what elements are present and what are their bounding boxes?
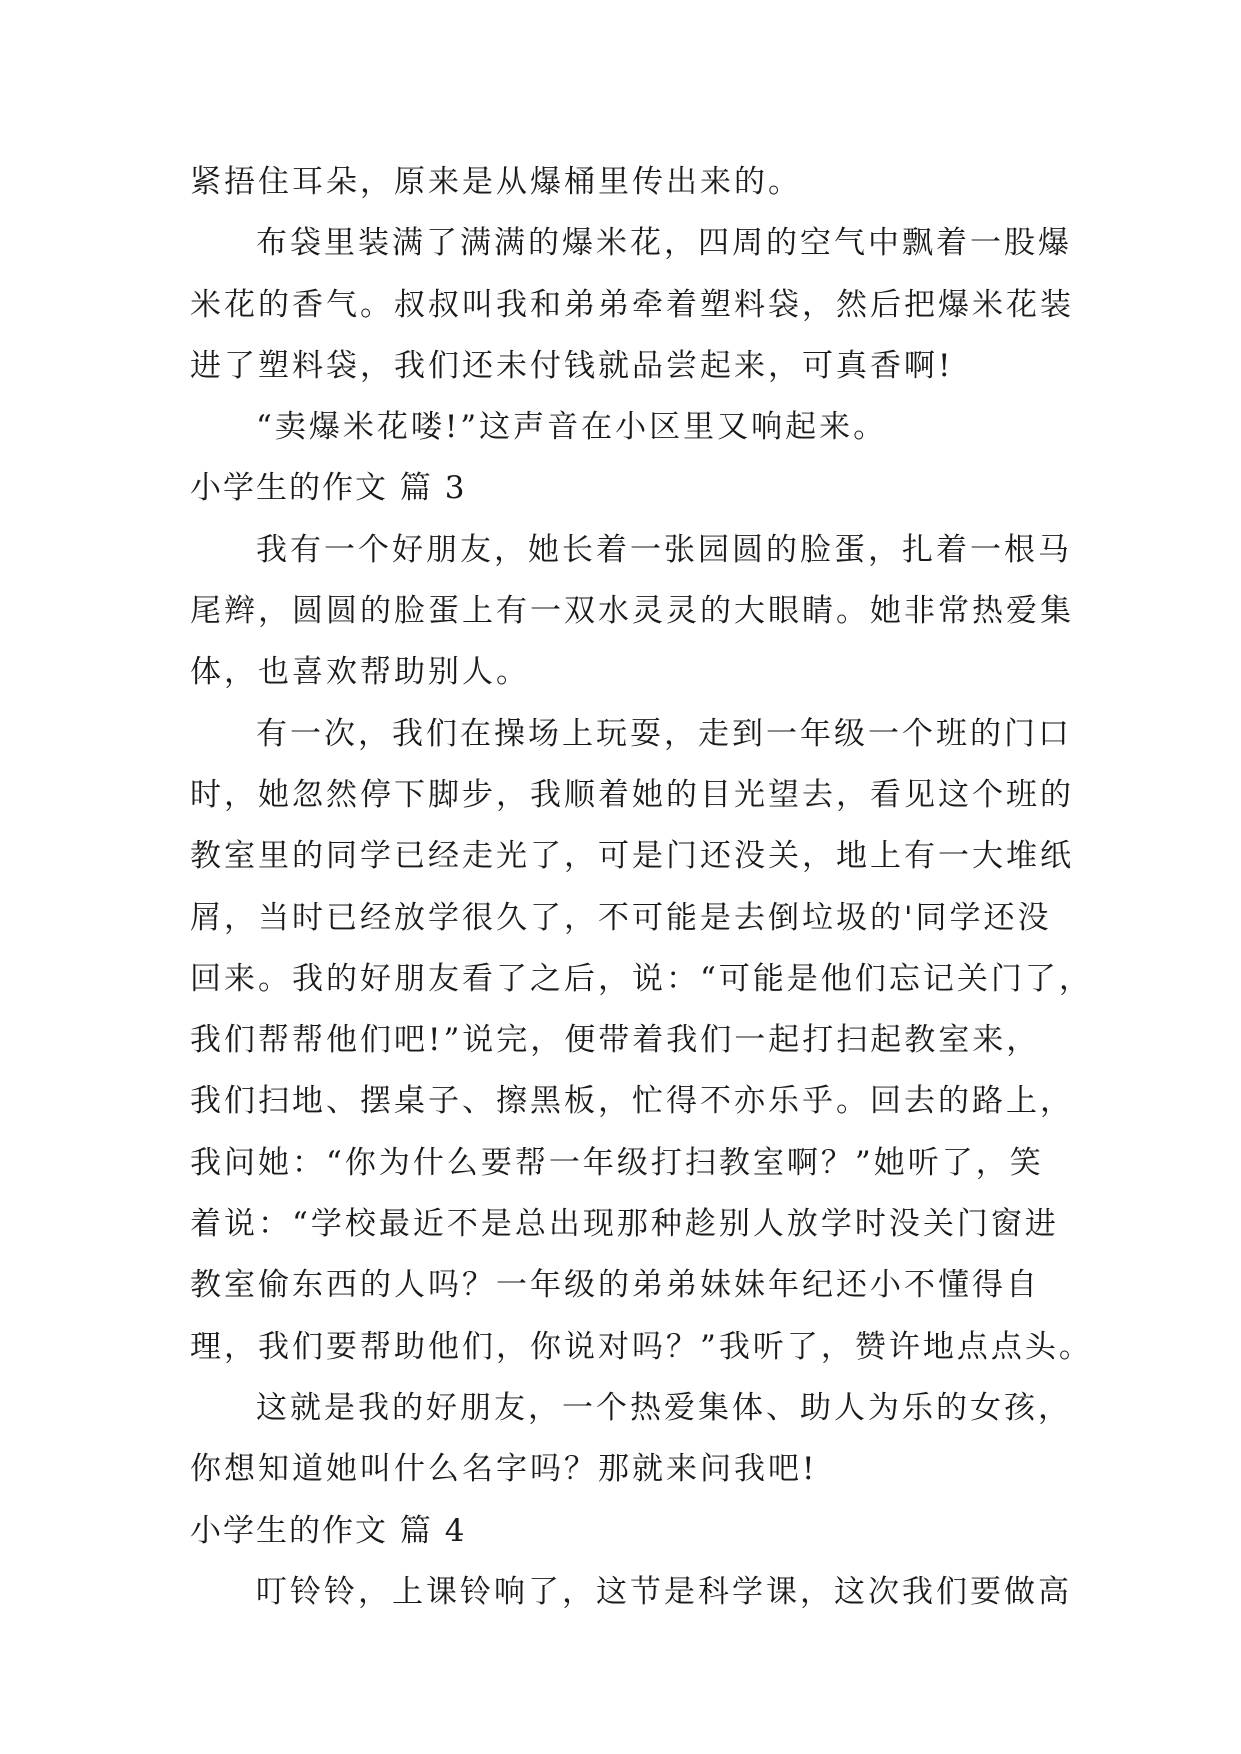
paragraph-line: 理，我们要帮助他们，你说对吗？”我听了，赞许地点点头。 (190, 1328, 1093, 1365)
paragraph-line: 屑，当时已经放学很久了，不可能是去倒垃圾的'同学还没 (190, 899, 1052, 936)
paragraph-line: 进了塑料袋，我们还未付钱就品尝起来，可真香啊! (190, 347, 954, 384)
paragraph-line: “卖爆米花喽!”这声音在小区里又响起来。 (256, 409, 888, 446)
paragraph-line: 紧捂住耳朵，原来是从爆桶里传出来的。 (190, 164, 802, 200)
section-heading: 小学生的作文 篇 4 (190, 1512, 467, 1549)
paragraph-line: 尾辫，圆圆的脸蛋上有一双水灵灵的大眼睛。她非常热爱集 (190, 593, 1074, 630)
paragraph-line: 米花的香气。叔叔叫我和弟弟牵着塑料袋，然后把爆米花装 (190, 286, 1074, 323)
paragraph-line: 我有一个好朋友，她长着一张园圆的脸蛋，扎着一根马 (256, 531, 1072, 568)
paragraph-line: 着说：“学校最近不是总出现那种趁别人放学时没关门窗进 (190, 1206, 1059, 1243)
paragraph-line: 布袋里装满了满满的爆米花，四周的空气中飘着一股爆 (256, 225, 1072, 262)
paragraph-line: 体，也喜欢帮助别人。 (190, 654, 530, 691)
paragraph-line: 教室偷东西的人吗？一年级的弟弟妹妹年纪还小不懂得自 (190, 1267, 1040, 1304)
paragraph-line: 你想知道她叫什么名字吗？那就来问我吧! (190, 1451, 818, 1488)
paragraph-line: 我问她：“你为什么要帮一年级打扫教室啊？”她听了，笑 (190, 1144, 1044, 1181)
paragraph-line: 有一次，我们在操场上玩耍，走到一年级一个班的门口 (256, 715, 1072, 752)
paragraph-line: 叮铃铃，上课铃响了，这节是科学课，这次我们要做高 (256, 1573, 1072, 1610)
paragraph-line: 时，她忽然停下脚步，我顺着她的目光望去，看见这个班的 (190, 776, 1074, 813)
paragraph-line: 教室里的同学已经走光了，可是门还没关，地上有一大堆纸 (190, 838, 1074, 875)
essay-text (190, 152, 1093, 1623)
paragraph-line: 我们帮帮他们吧!”说完，便带着我们一起打扫起教室来， (190, 1022, 1041, 1059)
section-heading: 小学生的作文 篇 3 (190, 470, 467, 507)
paragraph-line: 这就是我的好朋友，一个热爱集体、助人为乐的女孩， (256, 1389, 1072, 1426)
paragraph-line: 回来。我的好朋友看了之后，说：“可能是他们忘记关门了， (190, 960, 1093, 997)
paragraph-line: 我们扫地、摆桌子、擦黑板，忙得不亦乐乎。回去的路上， (190, 1083, 1074, 1120)
